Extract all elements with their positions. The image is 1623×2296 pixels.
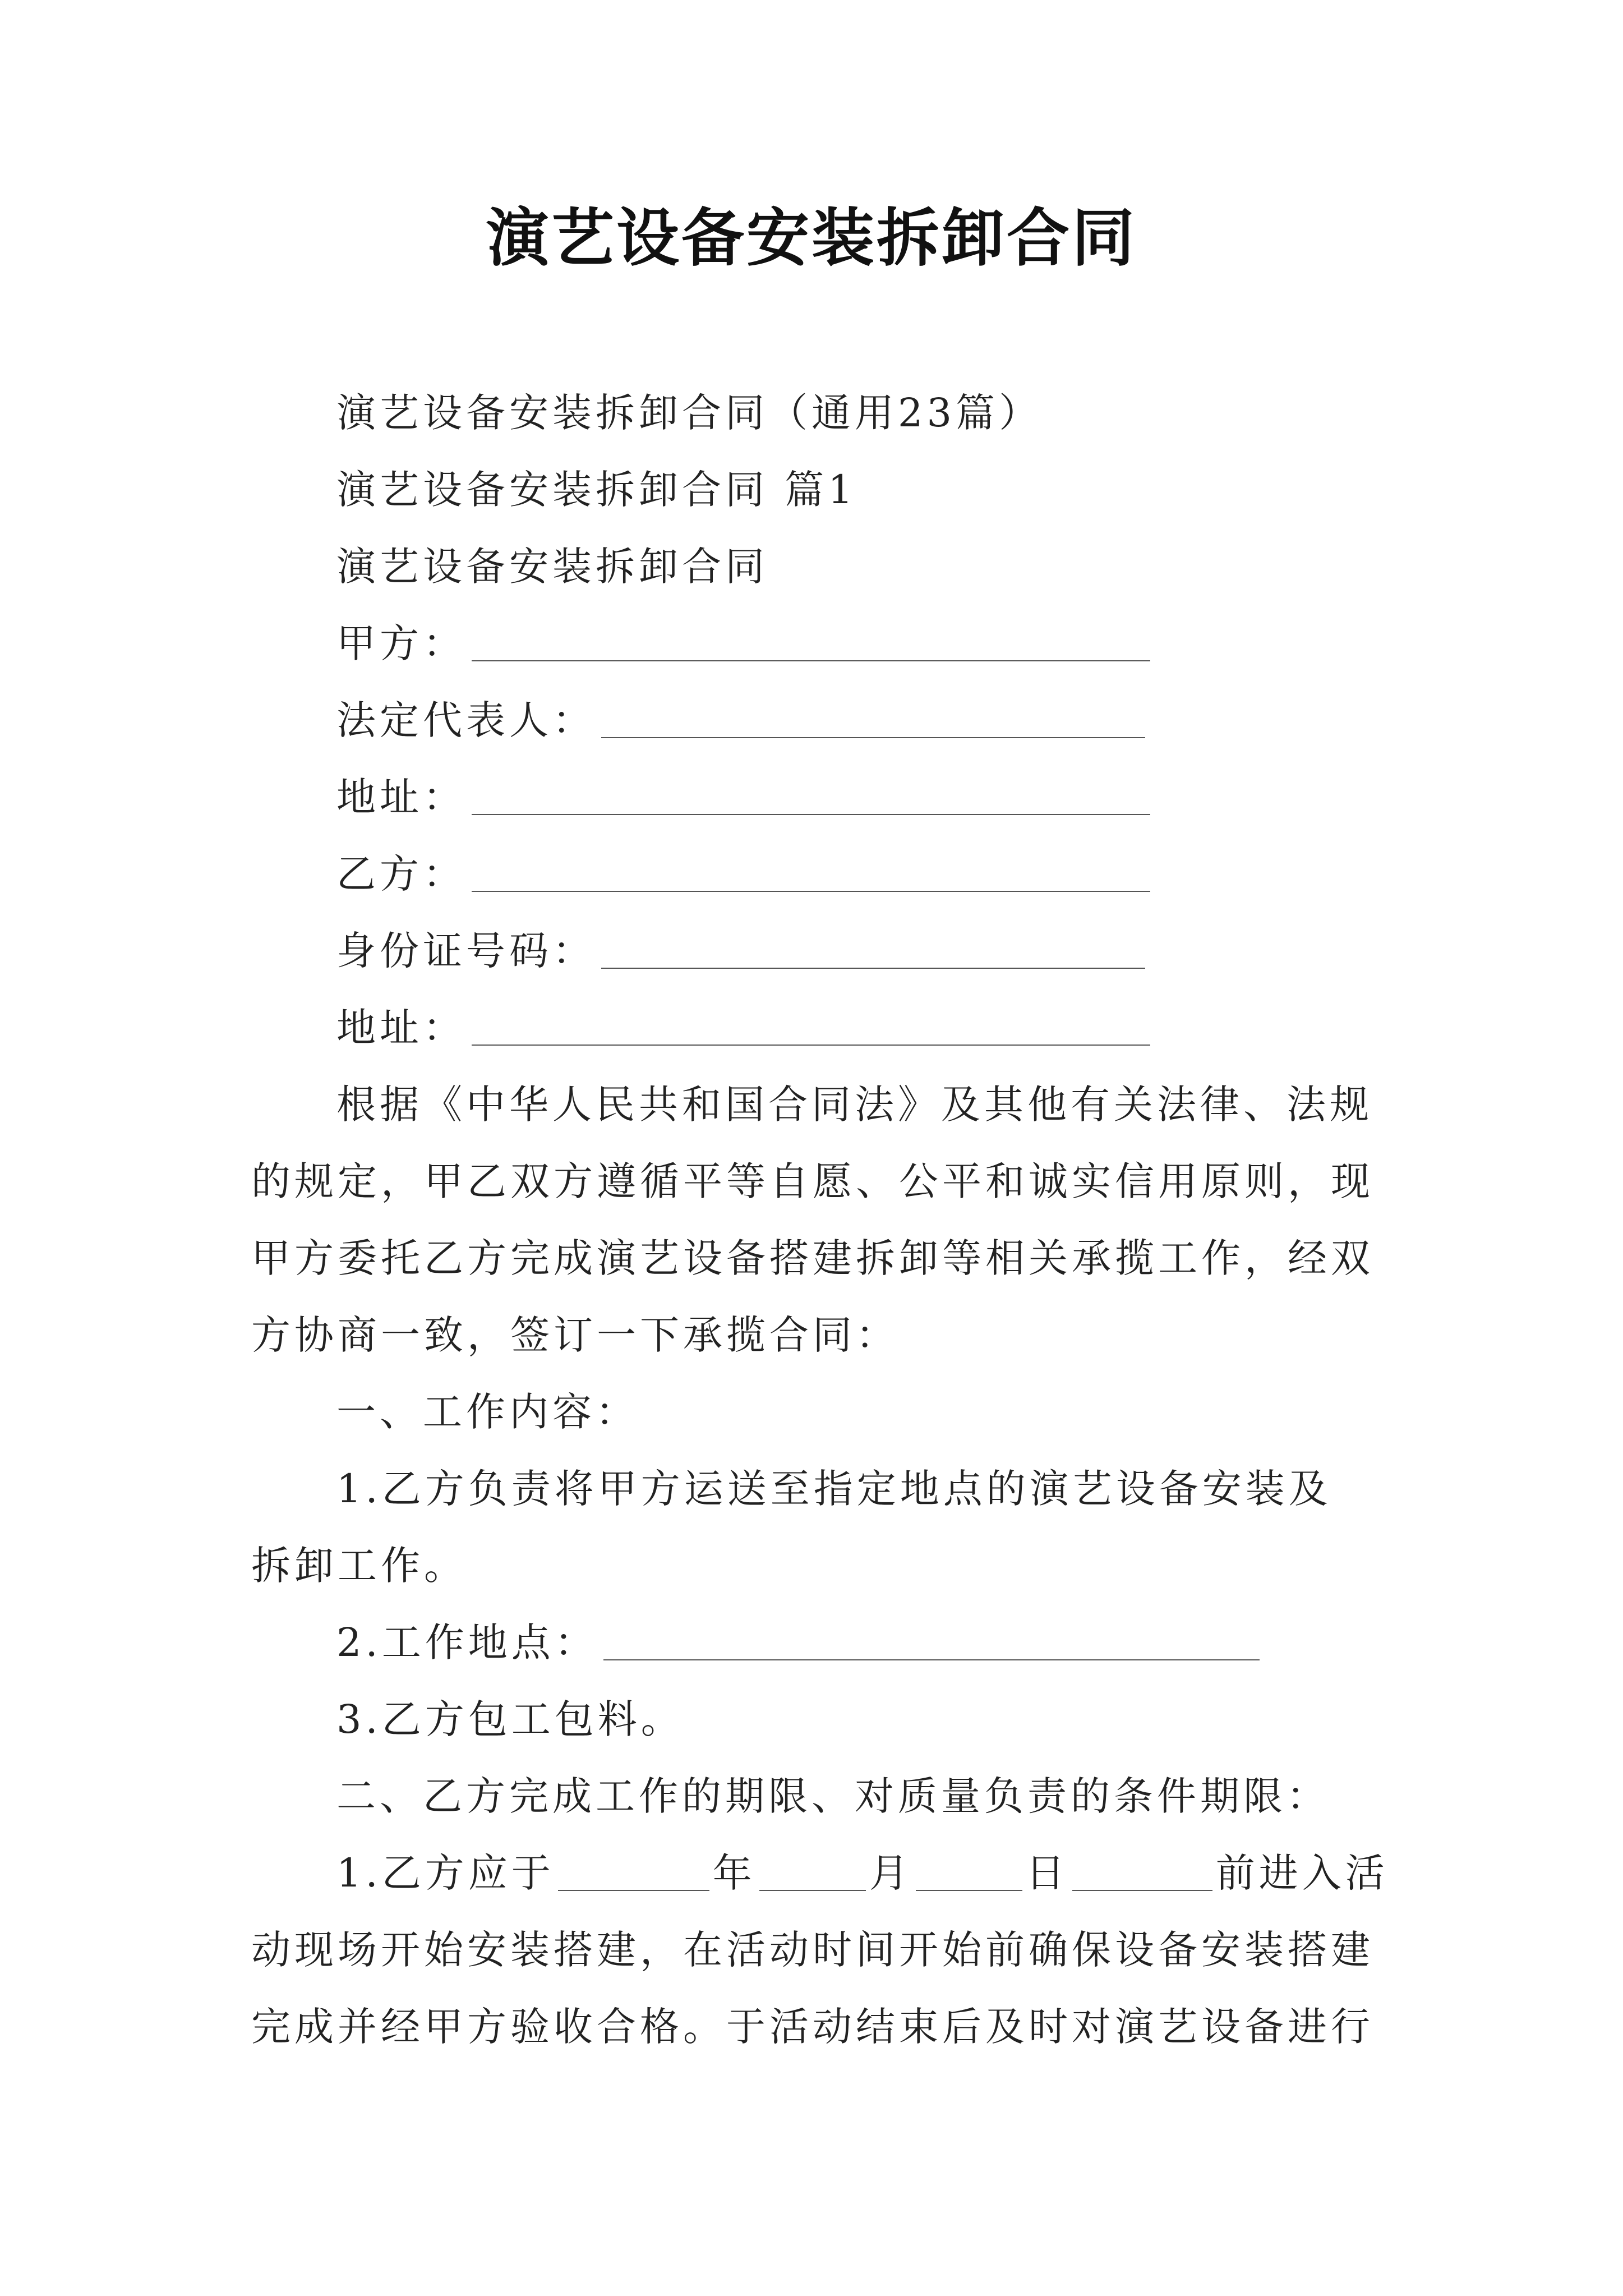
- day-blank[interactable]: [916, 1835, 1022, 1891]
- section-heading: 演艺设备安装拆卸合同 篇1: [336, 467, 857, 513]
- document-subtitle: 演艺设备安装拆卸合同（通用23篇）: [336, 390, 1043, 436]
- year-blank[interactable]: [558, 1835, 709, 1891]
- document-body: [251, 375, 1395, 2065]
- party-a-row: [251, 605, 1395, 682]
- section2-heading: 二、乙方完成工作的期限、对质量负责的条件期限：: [336, 1773, 1330, 1819]
- address-a-blank[interactable]: [472, 759, 1150, 815]
- id-number-label: 身份证号码：: [336, 928, 596, 974]
- section2-item1-line3: 完成并经甲方验收合格。于活动结束后及时对演艺设备进行: [251, 2004, 1374, 2050]
- section2-item1-suffix: 前进入活: [1215, 1850, 1389, 1896]
- party-b-row: [251, 836, 1395, 913]
- party-b-blank[interactable]: [472, 836, 1150, 892]
- section1-heading: 一、工作内容：: [336, 1389, 639, 1435]
- section2-item1-line2: 动现场开始安装搭建，在活动时间开始前确保设备安装搭建: [251, 1927, 1374, 1973]
- work-location-row: [251, 1604, 1395, 1681]
- party-a-blank[interactable]: [472, 605, 1150, 661]
- legal-rep-row: [251, 682, 1395, 759]
- address-b-row: [251, 990, 1395, 1066]
- work-location-label: 2.工作地点：: [336, 1619, 598, 1665]
- work-location-blank[interactable]: [603, 1604, 1260, 1660]
- time-blank[interactable]: [1072, 1835, 1212, 1891]
- section1-item1-line2: 拆卸工作。: [251, 1543, 467, 1589]
- section2-item1-line1: [251, 1835, 1395, 1912]
- intro-line-1: 根据《中华人民共和国合同法》及其他有关法律、法规: [336, 1082, 1373, 1128]
- address-a-label: 地址：: [336, 774, 466, 820]
- month-label: 月: [869, 1850, 912, 1896]
- document-title: 演艺设备安装拆卸合同: [486, 201, 1137, 275]
- section1-item3: 3.乙方包工包料。: [336, 1696, 684, 1742]
- month-blank[interactable]: [759, 1835, 866, 1891]
- intro-line-2: 的规定，甲乙双方遵循平等自愿、公平和诚实信用原则，现: [251, 1158, 1374, 1204]
- year-label: 年: [712, 1850, 756, 1896]
- contract-title: 演艺设备安装拆卸合同: [336, 544, 768, 590]
- party-a-label: 甲方：: [336, 620, 466, 666]
- legal-rep-label: 法定代表人：: [336, 697, 596, 743]
- day-label: 日: [1025, 1850, 1069, 1896]
- section1-item1-line1: 1.乙方负责将甲方运送至指定地点的演艺设备安装及: [336, 1466, 1332, 1512]
- address-b-blank[interactable]: [472, 990, 1150, 1046]
- section2-item1-prefix: 1.乙方应于: [336, 1850, 555, 1896]
- id-number-blank[interactable]: [601, 913, 1145, 969]
- address-a-row: [251, 759, 1395, 836]
- legal-rep-blank[interactable]: [601, 682, 1145, 738]
- intro-line-4: 方协商一致，签订一下承揽合同：: [251, 1312, 899, 1358]
- address-b-label: 地址：: [336, 1005, 466, 1051]
- party-b-label: 乙方：: [336, 851, 466, 897]
- id-number-row: [251, 913, 1395, 990]
- intro-line-3: 甲方委托乙方完成演艺设备搭建拆卸等相关承揽工作，经双: [251, 1235, 1374, 1281]
